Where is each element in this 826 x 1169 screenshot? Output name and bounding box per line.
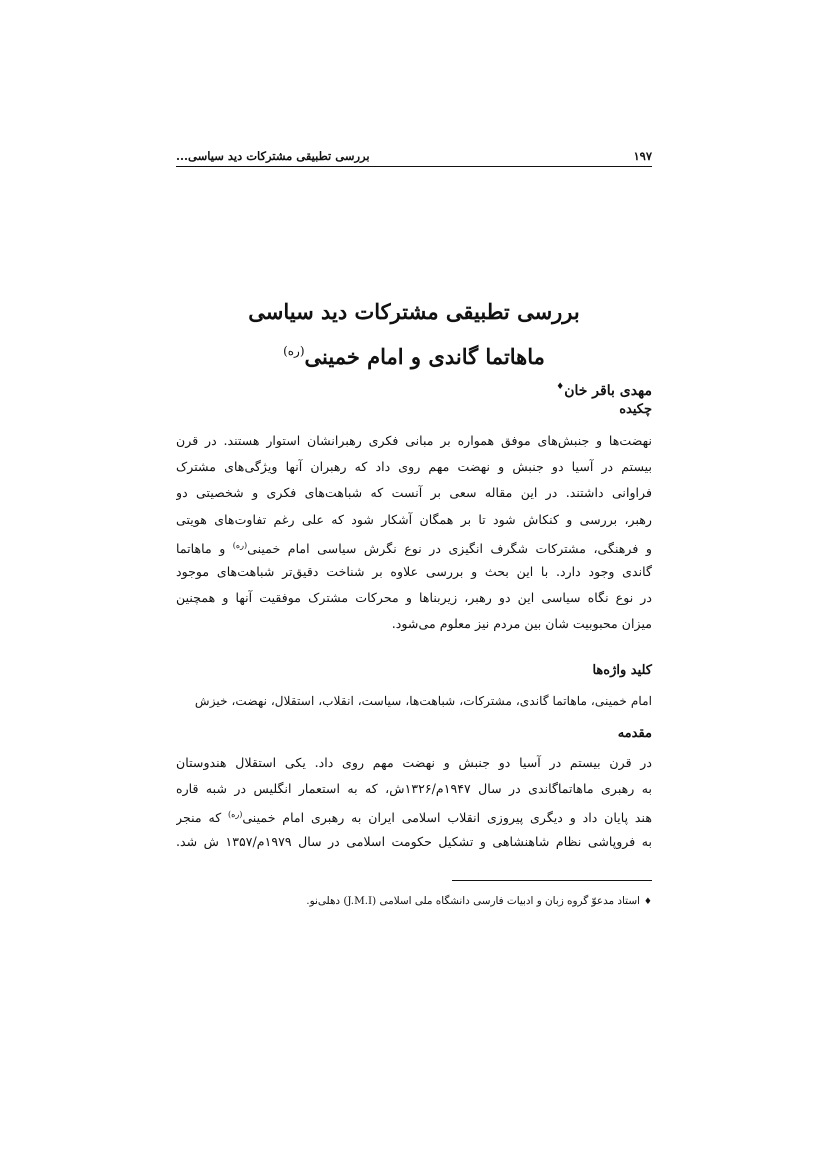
abstract-line: در نوع نگاه سیاسی این دو رهبر، زیربناها و محرکات مشترک موفقیت آنها و همچنین: [176, 590, 652, 606]
article-title-line-1: [176, 297, 652, 327]
title-line-2-text: ماهاتما گاندی و امام خمینی: [304, 344, 545, 369]
abstract-line: میزان محبوبیت شان بین مردم نیز معلوم می‌شود.: [391, 616, 652, 632]
running-title: بررسی تطبیقی مشترکات دید سیاسی...: [176, 149, 370, 163]
title-line-1-text: بررسی تطبیقی مشترکات دید سیاسی: [248, 299, 580, 324]
header-rule: [176, 166, 652, 167]
introduction-line: [176, 802, 652, 828]
introduction-line: به فروپاشی نظام شاهنشاهی و تشکیل حکومت اسلامی در سال ۱۹۷۹م/۱۳۵۷ ش شد.: [176, 833, 652, 849]
abstract-line: نهضت‌ها و جنبش‌های موفق همواره بر مبانی فکری رهبرانشان استوار هستند. در قرن: [176, 433, 652, 448]
abstract-body: [176, 428, 652, 638]
article-title-line-2: [176, 336, 652, 372]
abstract-line-5-tail: و ماهاتما: [176, 540, 233, 556]
abstract-line: گاندی وجود دارد. با این بحث و بررسی علاوه بر شناخت دقیق‌تر شباهت‌های موجود: [176, 563, 652, 579]
abstract-line-5-text: و فرهنگی، مشترکات شگرف انگیزی در نوع نگرش سیاسی امام خمینی: [247, 540, 652, 556]
author-name: [556, 376, 652, 402]
footnote: [306, 892, 652, 911]
introduction-heading: مقدمه: [617, 726, 652, 741]
introduction-line-3-tail: که منجر: [176, 810, 229, 826]
keywords-heading: کلید واژه‌ها: [592, 663, 652, 678]
abstract-line: رهبر، بررسی و کنکاش شود تا بر همگان آشکار شود که علی رغم تفاوت‌های هویتی: [176, 511, 652, 527]
abstract-honorific: (ره): [232, 540, 248, 550]
introduction-line-3-text: هند پایان داد و دیگری پیروزی انقلاب اسلامی ایران به رهبری امام خمینی: [242, 810, 652, 826]
introduction-line: در قرن بیستم در آسیا دو جنبش و نهضت مهم روی داد. یکی استقلال هندوستان: [176, 755, 652, 770]
footnote-rule: [452, 880, 652, 881]
introduction-honorific: (ره): [228, 810, 243, 820]
keywords-text: امام خمینی، ماهاتما گاندی، مشترکات، شباهت‌ها، سیاست، انقلاب، استقلال، نهضت، خیزش: [194, 694, 652, 708]
page-number: ۱۹۷: [633, 149, 652, 163]
abstract-heading: چکیده: [619, 402, 652, 417]
abstract-line: فراوانی داشتند. در این مقاله سعی بر آنست که شباهت‌های فکری و شخصیتی دو: [176, 485, 652, 501]
abstract-line: بیستم در آسیا دو جنبش و نهضت مهم روی داد که رهبران آنها ویژگی‌های مشترک: [176, 459, 652, 475]
title-honorific: (ره): [283, 344, 305, 358]
author-name-text: مهدی باقر خان: [564, 383, 652, 399]
introduction-body: [176, 750, 652, 855]
introduction-line: به رهبری ماهاتماگاندی در سال ۱۹۴۷م/۱۳۲۶ش، که به استعمار انگلیس در شبه قاره: [176, 781, 652, 797]
abstract-line: [176, 533, 652, 559]
footnote-text: استاد مدعوّ گروه زبان و ادبیات فارسی دانشگاه ملی اسلامی (J.M.I) دهلی‌نو.: [306, 895, 640, 907]
running-header: [176, 146, 652, 166]
author-footnote-mark: ♦: [556, 382, 565, 392]
footnote-mark: ♦: [643, 897, 652, 907]
